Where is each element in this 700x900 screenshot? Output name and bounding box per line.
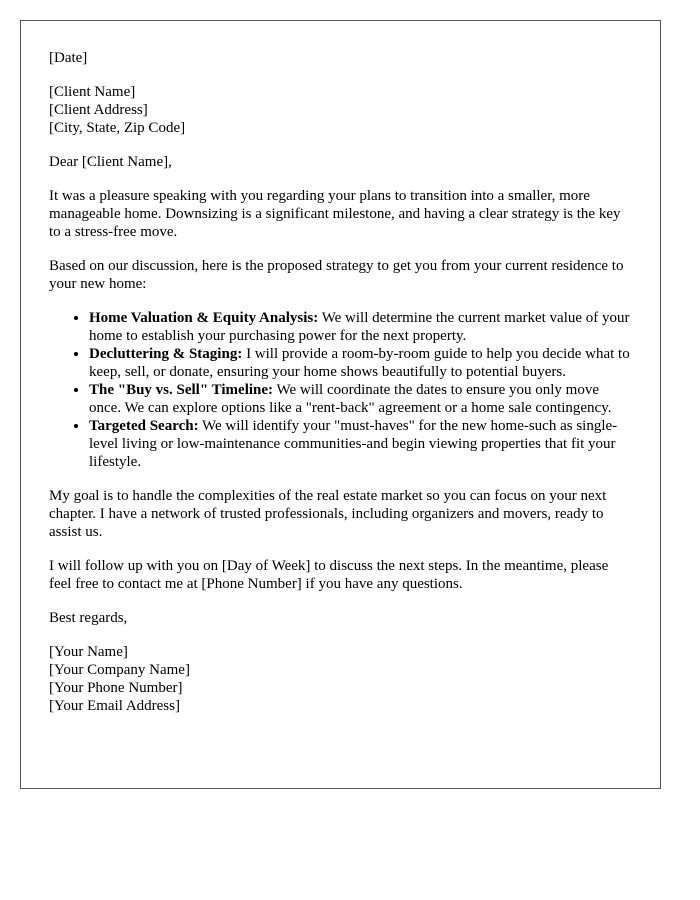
item-text: We will identify your "must-haves" for the new home-such as single-level living or low-maintenance communities-and begin viewing properties that fit your lifestyle. xyxy=(89,418,618,470)
intro-paragraph: It was a pleasure speaking with you regarding your plans to transition into a smaller, more manageable home. Downsizing is a significant milestone, and having a clear strategy is the key to a stress-free move. xyxy=(49,188,621,240)
follow-up-paragraph: I will follow up with you on [Day of Week] to discuss the next steps. In the meantime, please feel free to contact me at [Phone Number] if you have any questions. xyxy=(49,558,609,592)
letter xyxy=(20,20,661,789)
item-text: I will provide a room-by-room guide to help you decide what to keep, sell, or donate, ensuring your home shows beautifully to potential buyers. xyxy=(89,346,630,380)
date: [Date] xyxy=(49,50,88,66)
sender-phone: [Your Phone Number] xyxy=(49,680,183,696)
item-text: We will determine the current market value of your home to establish your purchasing power for the next property. xyxy=(89,310,630,344)
sender-name: [Your Name] xyxy=(49,644,128,660)
client-address: [Client Address] xyxy=(49,102,148,118)
strategy-intro: Based on our discussion, here is the proposed strategy to get you from your current residence to your new home: xyxy=(49,258,624,292)
list-item xyxy=(89,345,632,381)
goal-paragraph: My goal is to handle the complexities of the real estate market so you can focus on your next chapter. I have a network of trusted professionals, including organizers and movers, ready to assist us. xyxy=(49,488,607,540)
list-item xyxy=(89,417,632,471)
item-title: The "Buy vs. Sell" Timeline: xyxy=(89,382,274,398)
item-title: Targeted Search: xyxy=(89,418,199,434)
item-title: Decluttering & Staging: xyxy=(89,346,243,362)
sender-company: [Your Company Name] xyxy=(49,662,190,678)
client-name: [Client Name] xyxy=(49,84,136,100)
list-item xyxy=(89,381,632,417)
client-city: [City, State, Zip Code] xyxy=(49,120,186,136)
list-item xyxy=(89,309,632,345)
closing: Best regards, xyxy=(49,610,128,626)
strategy-list xyxy=(49,309,632,471)
item-title: Home Valuation & Equity Analysis: xyxy=(89,310,319,326)
sender-email: [Your Email Address] xyxy=(49,698,180,714)
signature-block xyxy=(49,643,632,715)
item-text: We will coordinate the dates to ensure you only move once. We can explore options like a "rent-back" agreement or a home sale contingency. xyxy=(89,382,612,416)
salutation: Dear [Client Name], xyxy=(49,154,172,170)
recipient-block xyxy=(49,83,632,137)
